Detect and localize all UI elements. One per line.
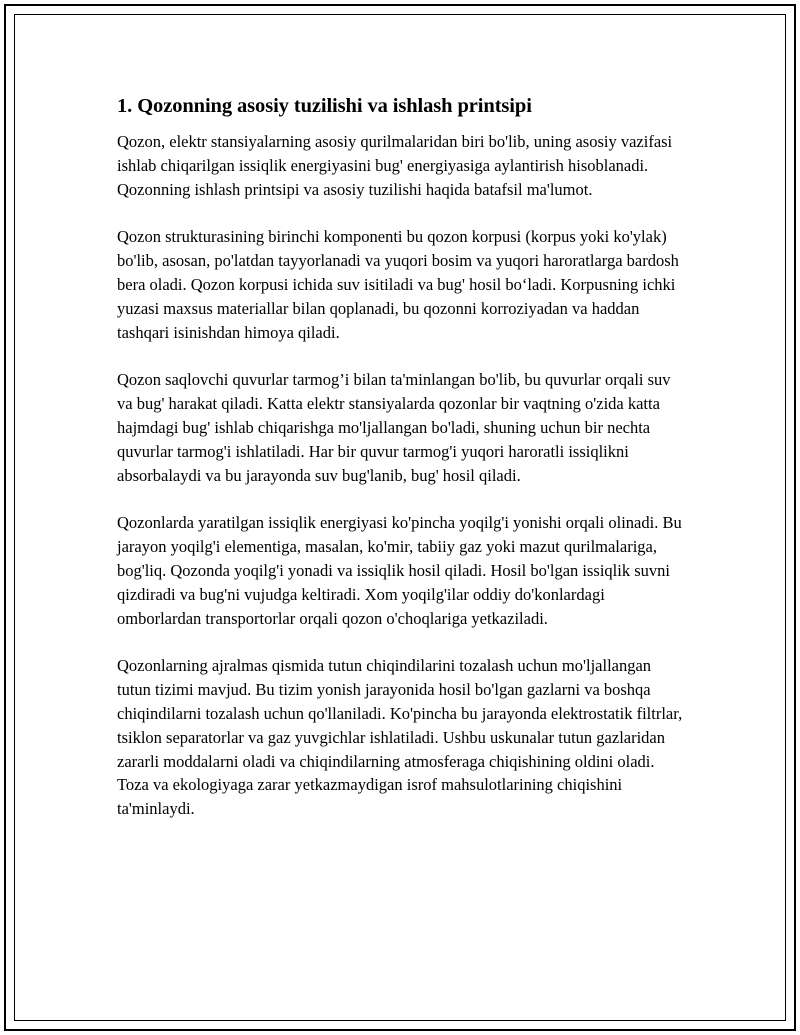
paragraph-1: Qozon, elektr stansiyalarning asosiy qurilmalaridan biri bo'lib, uning asosiy vazifasi ishlab chiqarilgan issiqlik energiyasini bug' energiyasiga aylantirish hisoblanadi. Qozonning ishlash printsipi va asosiy tuzilishi haqida batafsil ma'lumot.	[117, 132, 673, 199]
document-body	[117, 93, 687, 845]
paragraph-5: Qozonlarning ajralmas qismida tutun chiqindilarini tozalash uchun mo'ljallangan tutun tizimi mavjud. Bu tizim yonish jarayonida hosil bo'lgan gazlarni va boshqa chiqindilarni tozalash uchun qo'llaniladi. Ko'pincha bu jarayonda elektrostatik filtrlar, tsiklon separatorlar va gaz yuvgichlar ishlatiladi. Ushbu uskunalar tutun gazlaridan zararli moddalarni oladi va chiqindilarning atmosferaga chiqishining oldini oladi. Toza va ekologiyaga zarar yetkazmaydigan isrof mahsulotlarining chiqishini ta'minlaydi.	[117, 656, 683, 819]
paragraph-3: Qozon saqlovchi quvurlar tarmog’i bilan ta'minlangan bo'lib, bu quvurlar orqali suv va bug' harakat qiladi. Katta elektr stansiyalarda qozonlar bir vaqtning o'zida katta hajmdagi bug' ishlab chiqarishga mo'ljallangan bo'ladi, shuning uchun bir nechta quvurlar tarmog'i ishlatiladi. Har bir quvur tarmog'i yuqori haroratli issiqlikni absorbalaydi va bu jarayonda suv bug'lanib, bug' hosil qiladi.	[117, 370, 671, 485]
paragraph-2: Qozon strukturasining birinchi komponenti bu qozon korpusi (korpus yoki ko'ylak) bo'lib, asosan, po'latdan tayyorlanadi va yuqori bosim va yuqori haroratlarga bardosh bera oladi. Qozon korpusi ichida suv isitiladi va bug' hosil bo‘ladi. Korpusning ichki yuzasi maxsus materiallar bilan qoplanadi, bu qozonni korroziyadan va haddan tashqari isinishdan himoya qiladi.	[117, 227, 679, 342]
paragraph-4: Qozonlarda yaratilgan issiqlik energiyasi ko'pincha yoqilg'i yonishi orqali olinadi. Bu jarayon yoqilg'i elementiga, masalan, ko'mir, tabiiy gaz yoki mazut qurilmalariga, bog'liq. Qozonda yoqilg'i yonadi va issiqlik hosil qiladi. Hosil bo'lgan issiqlik suvni qizdiradi va bug'ni vujudga keltiradi. Xom yoqilg'ilar oddiy do'konlardagi omborlardan transportorlar orqali qozon o'choqlariga yetkaziladi.	[117, 513, 682, 628]
section-heading: 1. Qozonning asosiy tuzilishi va ishlash printsipi	[117, 95, 532, 117]
